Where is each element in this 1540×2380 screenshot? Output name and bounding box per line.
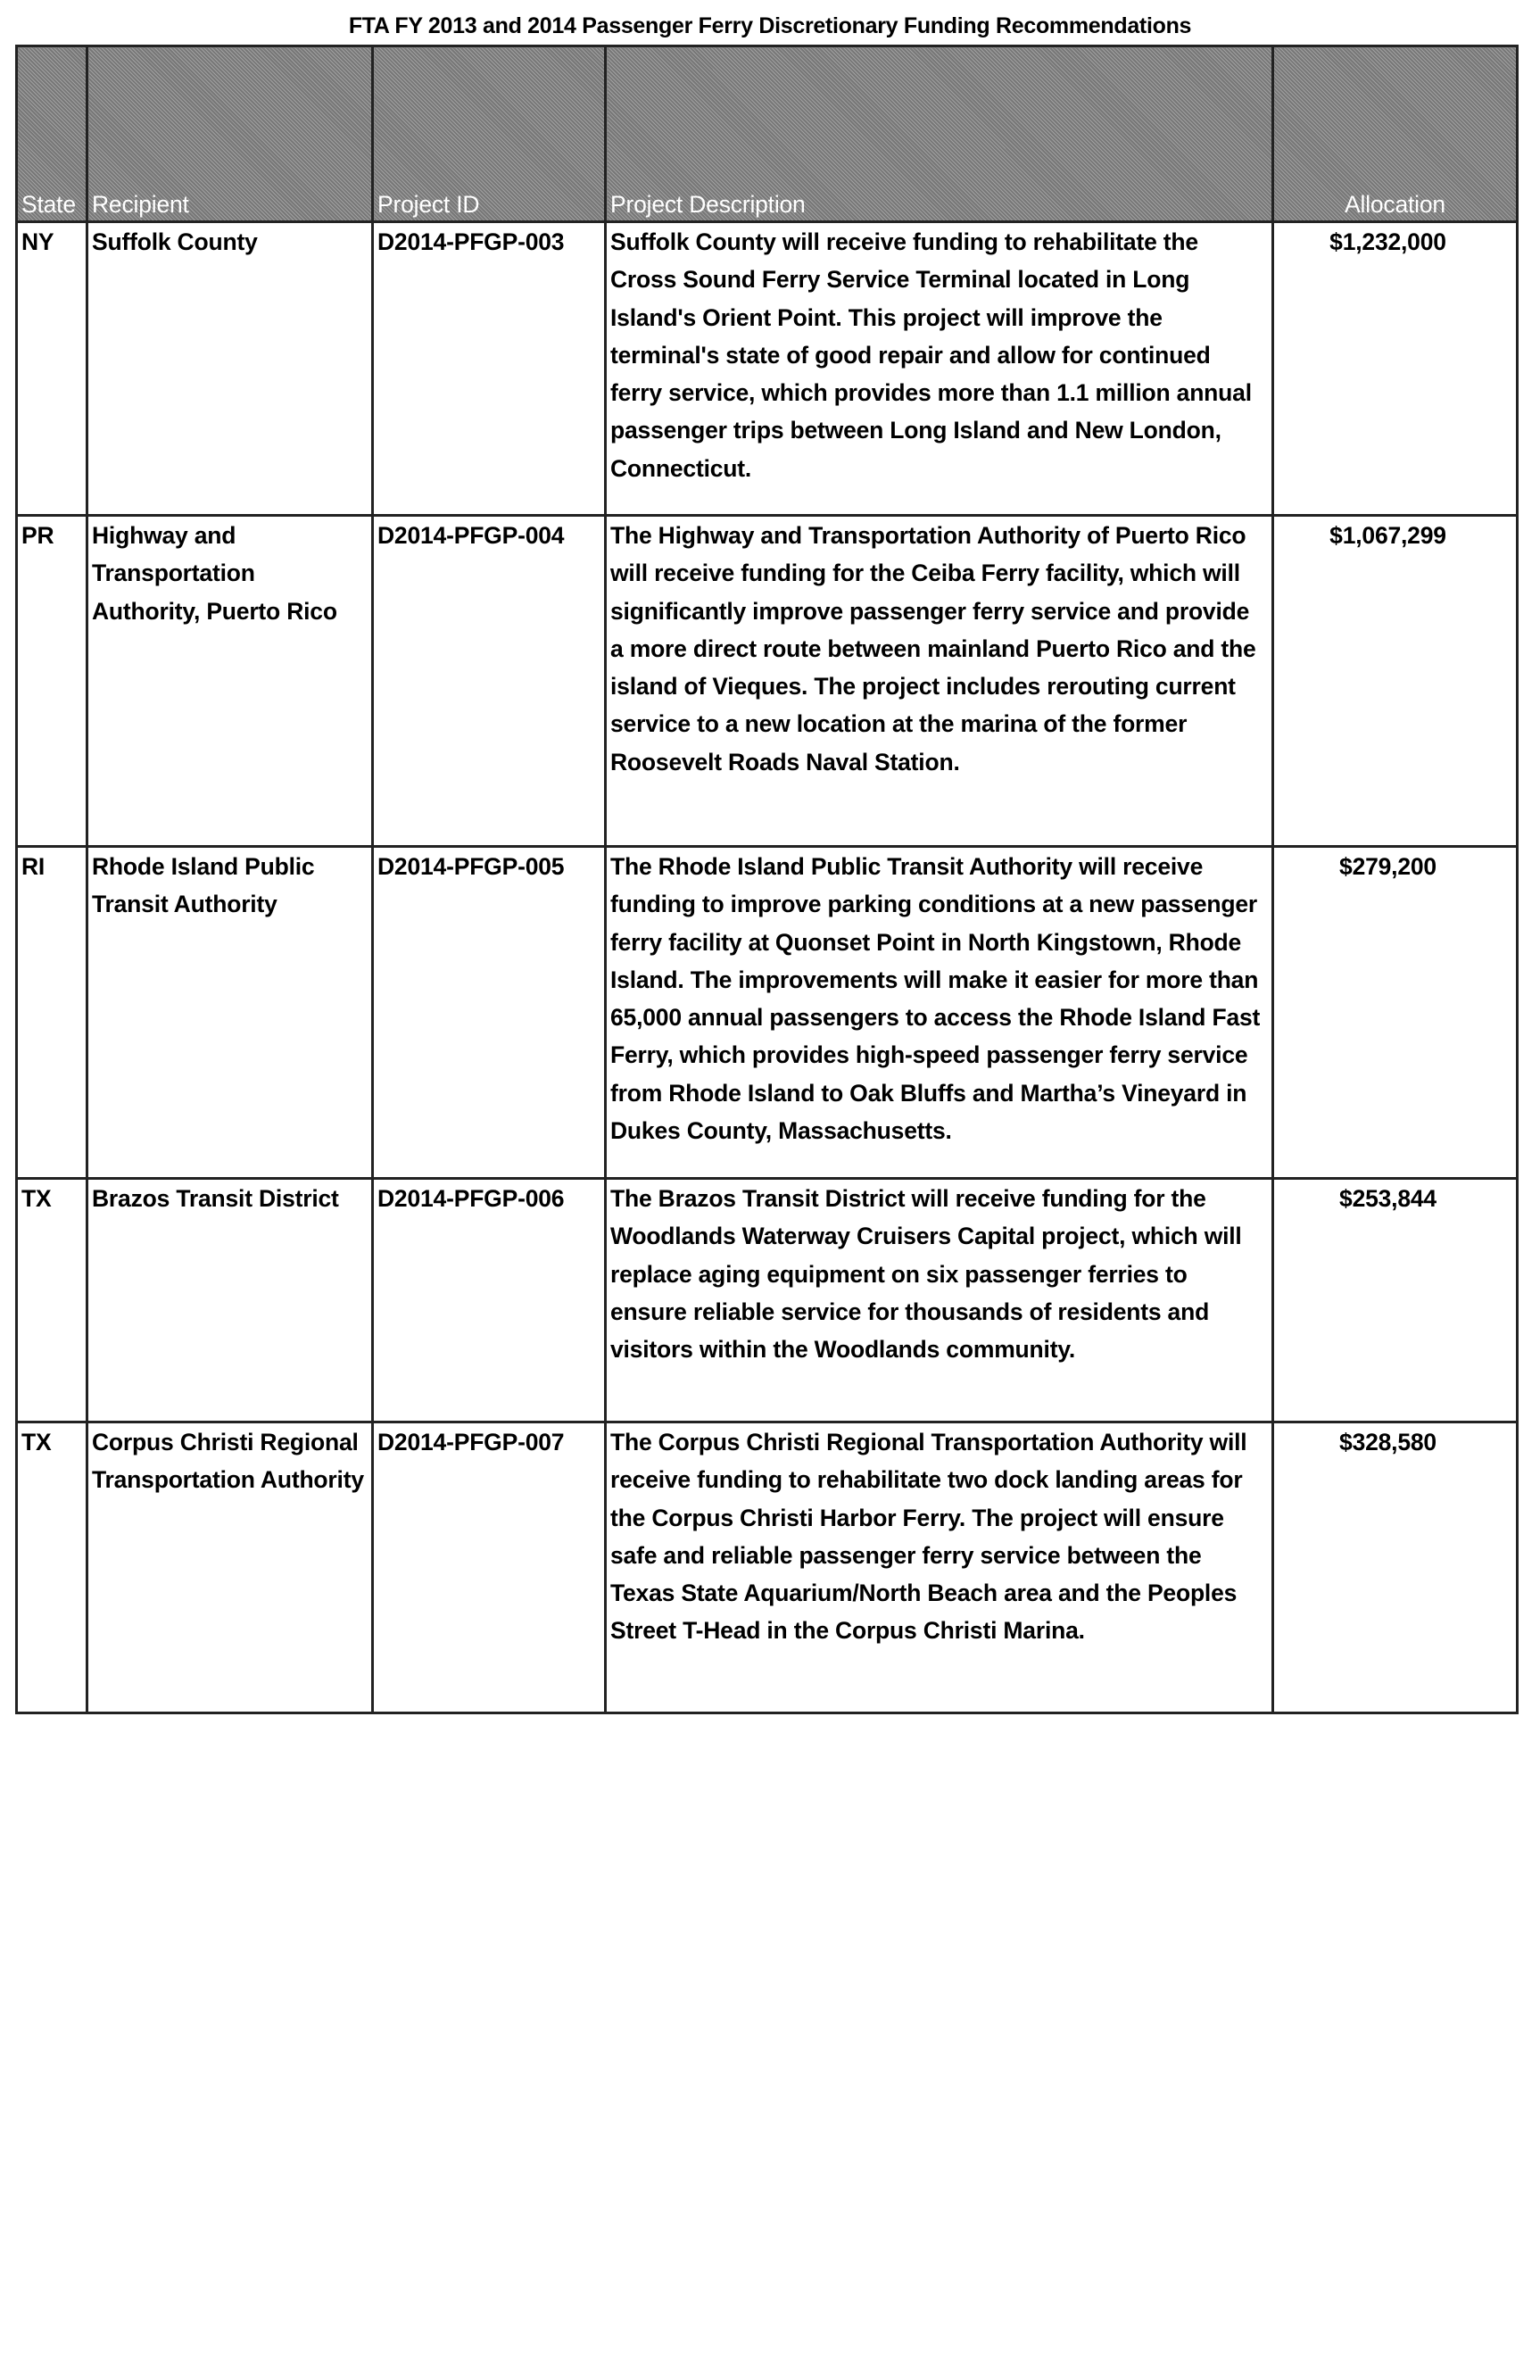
- cell-allocation: $328,580: [1273, 1422, 1518, 1713]
- cell-recipient: Rhode Island Public Transit Authority: [87, 847, 373, 1179]
- cell-allocation: $1,067,299: [1273, 516, 1518, 847]
- cell-description: The Highway and Transportation Authority of Puerto Rico will receive funding for the Ceiba Ferry facility, which will significantly improve passenger ferry service and provide a more direct route between mainland Puerto Rico and the island of Vieques. The project includes rerouting current service to a new location at the marina of the former Roosevelt Roads Naval Station.: [606, 516, 1273, 847]
- cell-description: The Rhode Island Public Transit Authority will receive funding to improve parking conditions at a new passenger ferry facility at Quonset Point in North Kingstown, Rhode Island. The improvements will make it easier for more than 65,000 annual passengers to access the Rhode Island Fast Ferry, which provides high-speed passenger ferry service from Rhode Island to Oak Bluffs and Martha’s Vineyard in Dukes County, Massachusetts.: [606, 847, 1273, 1179]
- cell-state: PR: [17, 516, 87, 847]
- cell-recipient: Corpus Christi Regional Transportation Authority: [87, 1422, 373, 1713]
- cell-state: RI: [17, 847, 87, 1179]
- cell-project-id: D2014-PFGP-004: [373, 516, 606, 847]
- column-header-description: Project Description: [606, 46, 1273, 222]
- table-row: [17, 516, 1518, 847]
- cell-recipient: Suffolk County: [87, 222, 373, 516]
- table-body: [17, 222, 1518, 1713]
- cell-project-id: D2014-PFGP-006: [373, 1179, 606, 1422]
- column-header-project-id: Project ID: [373, 46, 606, 222]
- table-row: [17, 222, 1518, 516]
- header-row: [17, 46, 1518, 222]
- funding-table: [15, 45, 1519, 1714]
- cell-allocation: $279,200: [1273, 847, 1518, 1179]
- column-header-recipient: Recipient: [87, 46, 373, 222]
- cell-description: The Corpus Christi Regional Transportation Authority will receive funding to rehabilitate two dock landing areas for the Corpus Christi Harbor Ferry. The project will ensure safe and reliable passenger ferry service between the Texas State Aquarium/North Beach area and the Peoples Street T-Head in the Corpus Christi Marina.: [606, 1422, 1273, 1713]
- table-row: [17, 1422, 1518, 1713]
- column-header-allocation: Allocation: [1273, 46, 1518, 222]
- cell-state: NY: [17, 222, 87, 516]
- page-title: FTA FY 2013 and 2014 Passenger Ferry Discretionary Funding Recommendations: [348, 13, 1192, 38]
- cell-description: Suffolk County will receive funding to rehabilitate the Cross Sound Ferry Service Terminal located in Long Island's Orient Point. This project will improve the terminal's state of good repair and allow for continued ferry service, which provides more than 1.1 million annual passenger trips between Long Island and New London, Connecticut.: [606, 222, 1273, 516]
- cell-state: TX: [17, 1179, 87, 1422]
- cell-allocation: $1,232,000: [1273, 222, 1518, 516]
- cell-project-id: D2014-PFGP-007: [373, 1422, 606, 1713]
- cell-state: TX: [17, 1422, 87, 1713]
- column-header-state: State: [17, 46, 87, 222]
- cell-project-id: D2014-PFGP-005: [373, 847, 606, 1179]
- table-row: [17, 1179, 1518, 1422]
- table-row: [17, 847, 1518, 1179]
- cell-description: The Brazos Transit District will receive funding for the Woodlands Waterway Cruisers Capital project, which will replace aging equipment on six passenger ferries to ensure reliable service for thousands of residents and visitors within the Woodlands community.: [606, 1179, 1273, 1422]
- cell-recipient: Highway and Transportation Authority, Puerto Rico: [87, 516, 373, 847]
- cell-recipient: Brazos Transit District: [87, 1179, 373, 1422]
- cell-project-id: D2014-PFGP-003: [373, 222, 606, 516]
- cell-allocation: $253,844: [1273, 1179, 1518, 1422]
- table-header: [17, 46, 1518, 222]
